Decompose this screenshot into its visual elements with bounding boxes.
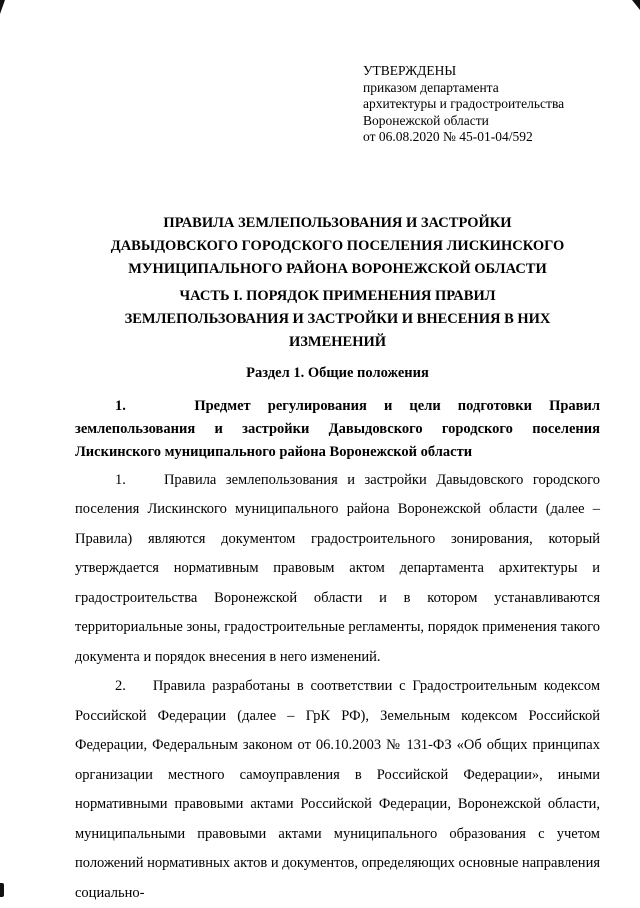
- document-title-line: ПРАВИЛА ЗЕМЛЕПОЛЬЗОВАНИЯ И ЗАСТРОЙКИ: [163, 214, 512, 231]
- approval-line: приказом департамента: [363, 79, 499, 95]
- approval-line: Воронежской области: [363, 112, 489, 128]
- document-title: [75, 212, 600, 281]
- part-heading-line: ЧАСТЬ I. ПОРЯДОК ПРИМЕНЕНИЯ ПРАВИЛ: [179, 287, 496, 304]
- part-heading-line: ЗЕМЛЕПОЛЬЗОВАНИЯ И ЗАСТРОЙКИ И ВНЕСЕНИЯ В НИХ: [124, 310, 551, 327]
- scan-artifact-bottom-left: [0, 883, 4, 897]
- scan-artifact-top-right: [632, 0, 640, 10]
- approval-line: от 06.08.2020 № 45-01-04/592: [363, 129, 533, 144]
- section-heading: Раздел 1. Общие положения: [246, 364, 429, 381]
- approval-line: архитектуры и градостроительства: [363, 96, 565, 111]
- paragraph-1: 1. Правила землепользования и застройки Давыдовского городского поселения Лискинского муниципального района Воронежской области (далее – Правила) являются документом градостроительного зонирования, который утверждается нормативным правовым актом департамента архитектуры и градостроительства Воронежской области и в котором устанавливаются территориальные зоны, градостроительные регламенты, порядок применения такого документа и порядок внесения в него изменений.: [75, 471, 600, 665]
- approval-line: УТВЕРЖДЕНЫ: [363, 63, 457, 78]
- article-heading: 1. Предмет регулирования и цели подготовки Правил землепользования и застройки Давыдовского городского поселения Лискинского муниципального района Воронежской области: [75, 397, 600, 460]
- document-title-line: МУНИЦИПАЛЬНОГО РАЙОНА ВОРОНЕЖСКОЙ ОБЛАСТИ: [128, 260, 547, 277]
- paragraph-2: 2. Правила разработаны в соответствии с Градостроительным кодексом Российской Федерации (далее – ГрК РФ), Земельным кодексом Российской Федерации, Федеральным законом от 06.10.2003 № 131-ФЗ «Об общих принципах организации местного самоуправления в Российской Федерации», иными нормативными правовыми актами Российской Федерации, Воронежской области, муниципальными правовыми актами муниципального образования с учетом положений нормативных актов и документов, определяющих основные направления социально-: [75, 678, 600, 901]
- approval-stamp: [363, 63, 600, 146]
- document-title-line: ДАВЫДОВСКОГО ГОРОДСКОГО ПОСЕЛЕНИЯ ЛИСКИНСКОГО: [110, 237, 565, 254]
- part-heading: [75, 285, 600, 354]
- part-heading-line: ИЗМЕНЕНИЙ: [288, 333, 387, 350]
- scan-artifact-top-left: [0, 0, 5, 14]
